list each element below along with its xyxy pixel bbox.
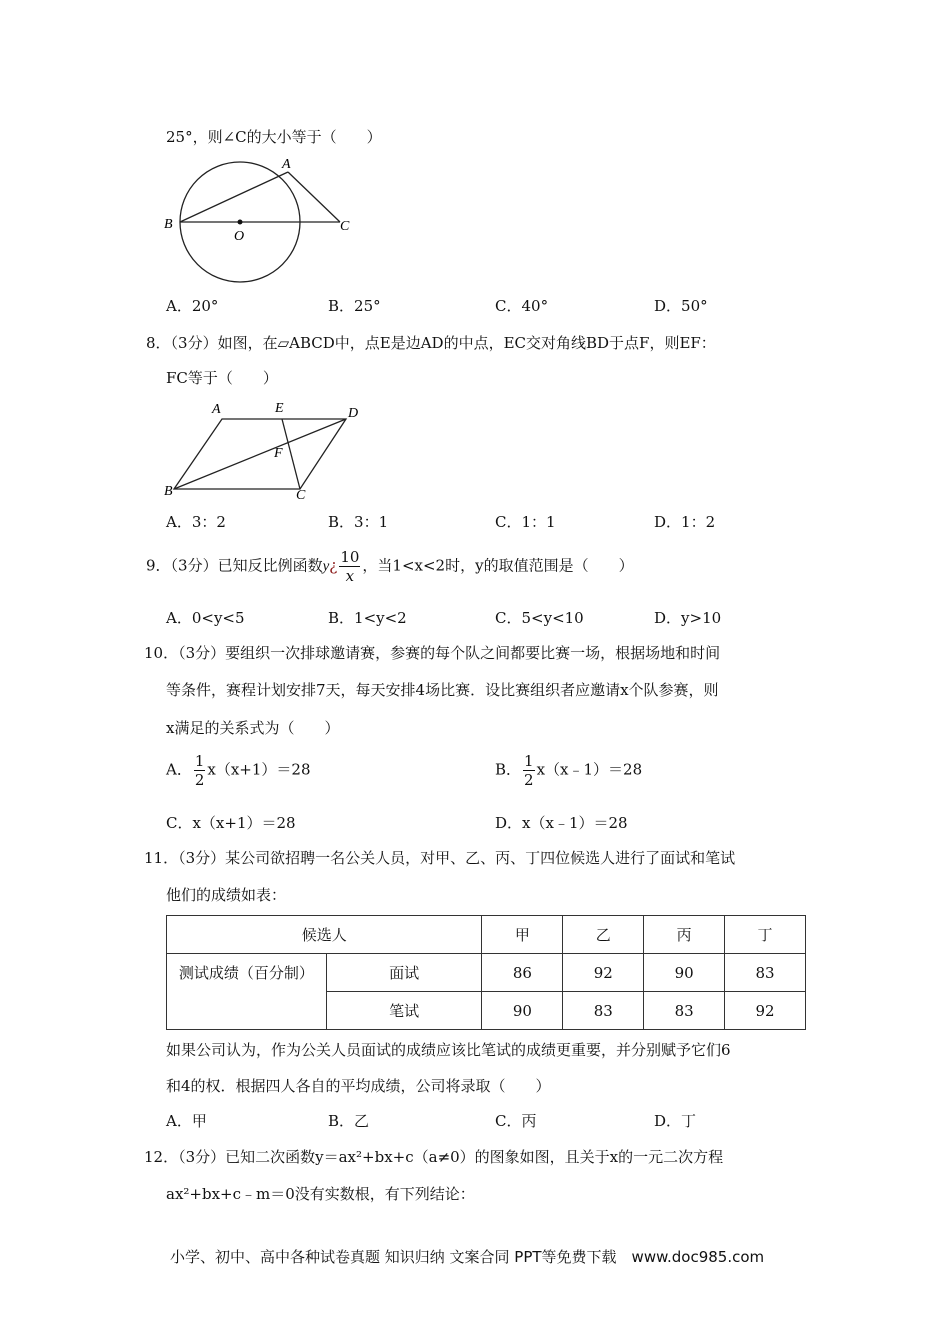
q10-option-c[interactable]: C．x（x+1）＝28 [166, 814, 296, 832]
label-A: A [282, 157, 291, 172]
q10-option-d[interactable]: D．x（x﹣1）＝28 [495, 814, 628, 832]
q8-option-c[interactable]: C．1：1 [495, 513, 556, 531]
q11-line3: 如果公司认为，作为公关人员面试的成绩应该比笔试的成绩更重要，并分别赋予它们6 [166, 1041, 731, 1059]
q10-b-label: B． [495, 760, 522, 779]
q11-option-d[interactable]: D．丁 [654, 1112, 697, 1130]
header-candidate: 候选人 [167, 916, 482, 954]
header-cell: 丙 [644, 916, 725, 954]
q11-option-c[interactable]: C．丙 [495, 1112, 537, 1130]
q10-line2: 等条件，赛程计划安排7天，每天安排4场比赛．设比赛组织者应邀请x个队参赛，则 [166, 681, 719, 699]
q7-option-b[interactable]: B．25° [328, 297, 381, 315]
table-header-row [167, 916, 806, 954]
label-E: E [275, 401, 284, 416]
header-cell: 甲 [482, 916, 563, 954]
header-cell: 乙 [563, 916, 644, 954]
q9-option-a[interactable]: A．0<y<5 [166, 609, 245, 627]
row-label: 笔试 [326, 992, 482, 1030]
score-table [166, 915, 806, 1030]
q7-stem-tail: 25°，则∠C的大小等于（ ） [166, 128, 382, 146]
label-B: B [164, 484, 173, 499]
q7-option-a[interactable]: A．20° [166, 297, 219, 315]
cell: 83 [644, 992, 725, 1030]
label-A: A [212, 402, 221, 417]
q11-line4: 和4的权．根据四人各自的平均成绩，公司将录取（ ） [166, 1077, 551, 1095]
q7-option-d[interactable]: D．50° [654, 297, 708, 315]
q10-b-rest: x（x﹣1）＝28 [536, 760, 643, 779]
cell: 90 [482, 992, 563, 1030]
q9-fraction [339, 548, 360, 585]
q10-a-label: A． [166, 760, 192, 779]
label-C: C [296, 488, 306, 503]
table-row [167, 954, 806, 992]
q10-line3: x满足的关系式为（ ） [166, 719, 340, 737]
header-cell: 丁 [725, 916, 806, 954]
group-label: 测试成绩（百分制） [167, 954, 327, 1030]
cell: 86 [482, 954, 563, 992]
circle-figure [160, 150, 360, 290]
q10-option-a[interactable] [166, 752, 311, 789]
cell: 92 [563, 954, 644, 992]
q11-option-b[interactable]: B．乙 [328, 1112, 370, 1130]
q9-option-b[interactable]: B．1<y<2 [328, 609, 407, 627]
q8-option-d[interactable]: D．1：2 [654, 513, 716, 531]
q12-line2: ax²+bx+c﹣m＝0没有实数根，有下列结论： [166, 1185, 475, 1203]
q9-frac-den: x [345, 567, 355, 585]
q8-line1: 8．（3分）如图，在▱ABCD中，点E是边AD的中点，EC交对角线BD于点F，则EF： [146, 334, 716, 352]
q10-line1: 10．（3分）要组织一次排球邀请赛，参赛的每个队之间都要比赛一场，根据场地和时间 [144, 644, 721, 662]
cell: 83 [563, 992, 644, 1030]
footer-ad: 小学、初中、高中各种试卷真题 知识归纳 文案合同 PPT等免费下载 www.doc985.com [170, 1248, 765, 1266]
half-num: 1 [194, 752, 205, 770]
q9-glitch: ¿ [329, 556, 338, 575]
label-B: B [164, 217, 173, 232]
q10-option-b[interactable] [495, 752, 642, 789]
cell: 90 [644, 954, 725, 992]
label-D: D [348, 406, 359, 421]
q9-frac-num: 10 [340, 548, 360, 566]
q7-option-c[interactable]: C．40° [495, 297, 549, 315]
half-fraction [194, 752, 206, 789]
label-F: F [274, 446, 283, 461]
row-label: 面试 [326, 954, 482, 992]
q9-y: y [322, 558, 330, 575]
q10-a-rest: x（x+1）＝28 [207, 760, 311, 779]
half-num: 1 [524, 752, 534, 770]
parallelogram-figure [160, 395, 370, 505]
cell: 83 [725, 954, 806, 992]
q11-line2: 他们的成绩如表： [166, 886, 287, 904]
q11-option-a[interactable]: A．甲 [166, 1112, 207, 1130]
q9-suffix: ，当1<x<2时，y的取值范围是（ ） [362, 556, 634, 575]
q9-option-c[interactable]: C．5<y<10 [495, 609, 584, 627]
q12-line1: 12．（3分）已知二次函数y＝ax²+bx+c（a≠0）的图象如图，且关于x的一元二次方程 [144, 1148, 724, 1166]
q8-line2: FC等于（ ） [166, 369, 278, 387]
half-den: 2 [194, 771, 205, 789]
label-O: O [234, 229, 245, 244]
cell: 92 [725, 992, 806, 1030]
q9-option-d[interactable]: D．y>10 [654, 609, 722, 627]
q9-stem [146, 548, 634, 585]
q8-option-a[interactable]: A．3：2 [166, 513, 226, 531]
q8-option-b[interactable]: B．3：1 [328, 513, 389, 531]
q9-prefix: 9．（3分）已知反比例函数 [146, 556, 323, 575]
half-den: 2 [524, 771, 534, 789]
q11-line1: 11．（3分）某公司欲招聘一名公关人员，对甲、乙、丙、丁四位候选人进行了面试和笔试 [144, 849, 736, 867]
label-C: C [340, 219, 350, 234]
half-fraction [523, 752, 535, 789]
